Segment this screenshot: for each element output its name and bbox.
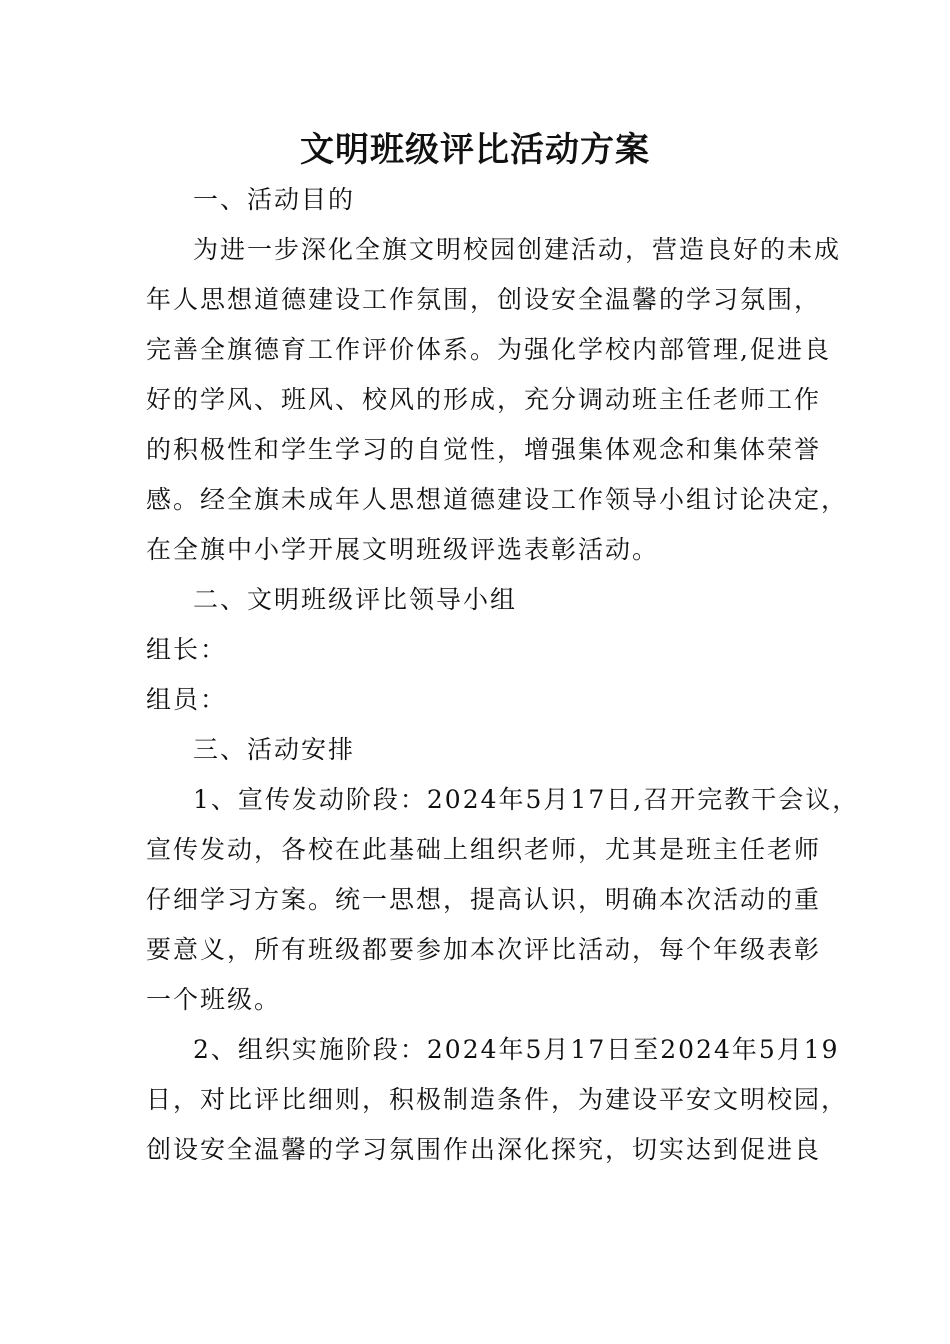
section-heading-purpose: 一、活动目的: [193, 185, 356, 214]
paragraph-line: 感。经全旗未成年人思想道德建设工作领导小组讨论决定，: [146, 485, 849, 514]
section-heading-arrangement: 三、活动安排: [193, 735, 356, 764]
paragraph-line: 2、组织实施阶段：2024年5月17日至2024年5月19: [193, 1035, 840, 1064]
section-heading-leadership: 二、文明班级评比领导小组: [193, 585, 518, 614]
paragraph-line: 年人思想道德建设工作氛围，创设安全温馨的学习氛围，: [146, 285, 822, 314]
paragraph-line: 为进一步深化全旗文明校园创建活动，营造良好的未成: [193, 235, 842, 264]
paragraph-line: 的积极性和学生学习的自觉性，增强集体观念和集体荣誉: [146, 435, 822, 464]
paragraph-line: 日，对比评比细则，积极制造条件，为建设平安文明校园，: [146, 1085, 849, 1114]
paragraph-line: 完善全旗德育工作评价体系。为强化学校内部管理,促进良: [146, 335, 831, 364]
paragraph-line: 一个班级。: [146, 985, 282, 1014]
leader-label: 组长：: [146, 635, 228, 664]
document-title: 文明班级评比活动方案: [300, 130, 650, 170]
paragraph-line: 在全旗中小学开展文明班级评选表彰活动。: [146, 535, 660, 564]
paragraph-line: 仔细学习方案。统一思想，提高认识，明确本次活动的重: [146, 885, 822, 914]
paragraph-line: 好的学风、班风、校风的形成，充分调动班主任老师工作: [146, 385, 822, 414]
paragraph-line: 创设安全温馨的学习氛围作出深化探究，切实达到促进良: [146, 1135, 822, 1164]
member-label: 组员：: [146, 685, 228, 714]
paragraph-line: 要意义，所有班级都要参加本次评比活动，每个年级表彰: [146, 935, 822, 964]
paragraph-line: 宣传发动，各校在此基础上组织老师，尤其是班主任老师: [146, 835, 822, 864]
paragraph-line: 1、宣传发动阶段：2024年5月17日,召开完教干会议，: [193, 785, 860, 814]
